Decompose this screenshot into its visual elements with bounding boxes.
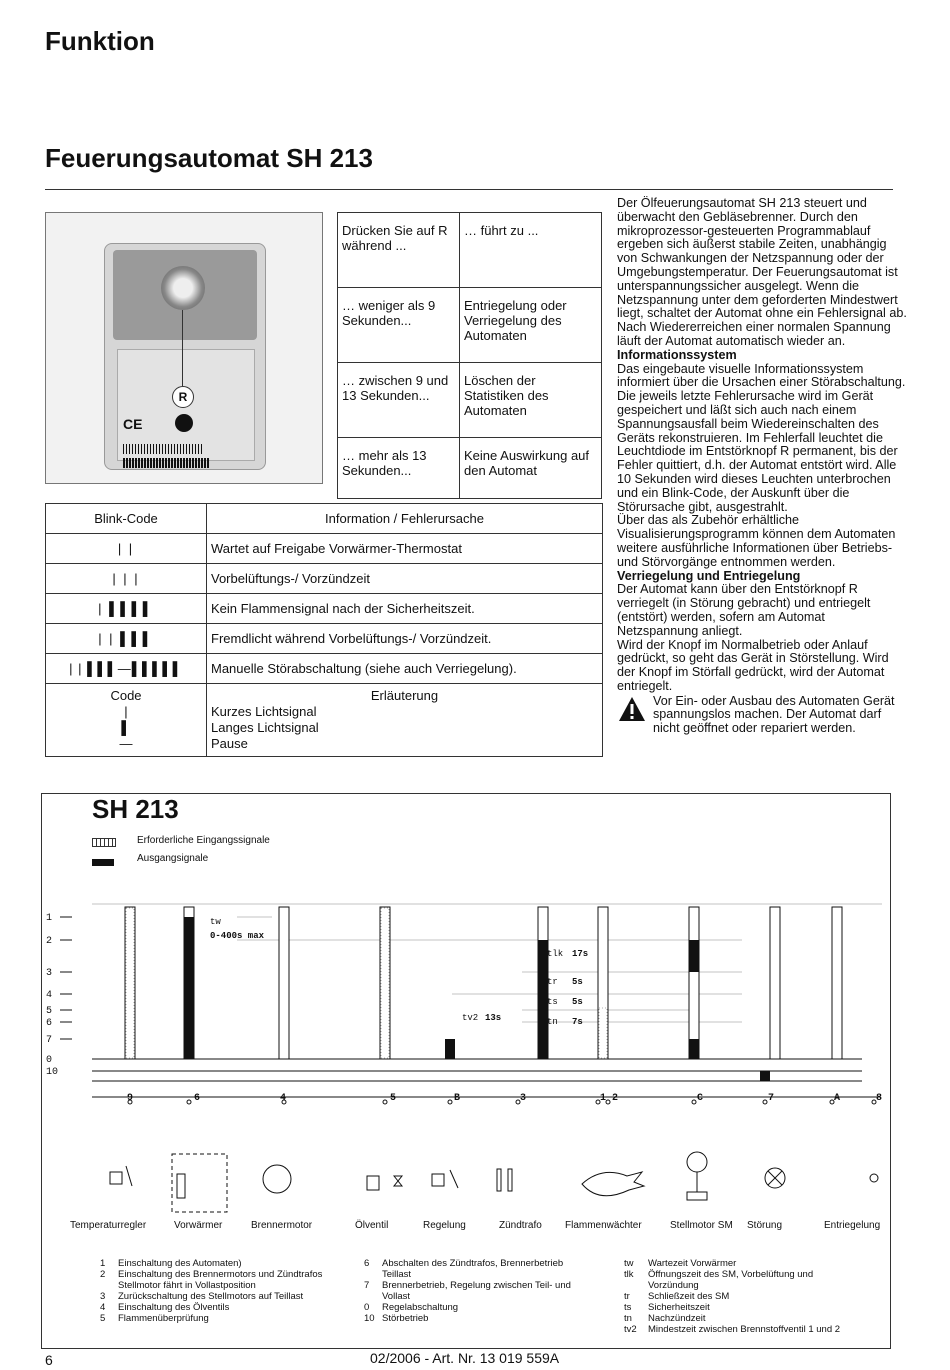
ce-mark: CE [123, 416, 143, 432]
blink-code-table [45, 503, 603, 757]
note-item: tn Nachzündzeit [624, 1313, 706, 1324]
device-body [104, 243, 266, 470]
row-label: 4 [46, 990, 53, 1001]
barcode [123, 444, 203, 454]
time-label: tr [547, 977, 558, 987]
legend-item: Kurzes Lichtsignal [211, 704, 317, 719]
table-header [46, 504, 603, 534]
blink-info: Manuelle Störabschaltung (siehe auch Verriegelung). [207, 654, 603, 684]
notes-mid [364, 1258, 594, 1324]
blink-info: Fremdlicht während Vorbelüftungs-/ Vorzündzeit. [207, 624, 603, 654]
notes-left [100, 1258, 350, 1324]
note-item: tw Wartezeit Vorwärmer [624, 1258, 737, 1269]
note-item: 5 Flammenüberprüfung [100, 1313, 209, 1324]
reset-table [337, 212, 602, 499]
blink-code: | | | [46, 564, 207, 594]
legend-code-title: Code [110, 688, 142, 703]
time-label: 5s [572, 997, 583, 1007]
legend-label: Erforderliche Eingangssignale [137, 835, 270, 846]
component-label: Flammenwächter [565, 1220, 642, 1231]
time-label: tw [210, 917, 221, 927]
component-label: Zündtrafo [499, 1220, 542, 1231]
component-label: Entriegelung [824, 1220, 881, 1231]
table-cell: … weniger als 9 Sekunden... [338, 288, 460, 363]
blink-code: | | ▌▌▌—▌▌▌▌▌ [46, 654, 207, 684]
note-item: tlk Öffnungszeit des SM, Vorbelüftung und Vorzündung [624, 1269, 814, 1291]
table-cell: … zwischen 9 und 13 Sekunden... [338, 363, 460, 438]
terminal-label: 5 [390, 1093, 397, 1104]
note-item: 3 Zurückschaltung des Stellmotors auf Teillast [100, 1291, 304, 1302]
section-title: Funktion [45, 26, 155, 56]
subheading: Verriegelung und Entriegelung [617, 568, 801, 583]
diagram-title: SH 213 [92, 794, 179, 824]
table-cell: Keine Auswirkung auf den Automat [460, 438, 602, 499]
legend-title: Erläuterung [370, 688, 439, 703]
table-row [338, 213, 602, 288]
component-label: Temperaturregler [70, 1220, 147, 1231]
legend-item: Langes Lichtsignal [211, 720, 319, 735]
table-row [338, 288, 602, 363]
terminal-label: B [454, 1093, 461, 1104]
terminal-label: 3 [520, 1093, 527, 1104]
terminal-label: 4 [280, 1093, 287, 1104]
time-label: ts [547, 997, 558, 1007]
note-item: 10 Störbetrieb [364, 1313, 429, 1324]
table-cell: … mehr als 13 Sekunden... [338, 438, 460, 499]
table-cell: Drücken Sie auf R während ... [338, 213, 460, 288]
table-row [338, 438, 602, 499]
paragraph: Über das als Zubehör erhältliche Visualisierungsprogramm können dem Automaten weitere ausführliche Informationen über Betriebs- und Störvorgänge entnommen werden. [617, 513, 896, 569]
table-cell: Entriegelung oder Verriegelung des Automaten [460, 288, 602, 363]
note-item: 7 Brennerbetrieb, Regelung zwischen Teil- und Vollast [364, 1280, 571, 1302]
note-item: 4 Einschaltung des Ölventils [100, 1302, 230, 1313]
table-cell: … führt zu ... [460, 213, 602, 288]
table-row [338, 363, 602, 438]
component-label: Vorwärmer [174, 1220, 223, 1231]
note-item: ts Sicherheitszeit [624, 1302, 710, 1313]
component-label: Ölventil [355, 1220, 389, 1231]
note-item: 6 Abschalten des Zündtrafos, Brennerbetrieb Teillast [364, 1258, 564, 1280]
blink-code: | | [46, 534, 207, 564]
terminal-label: 2 [612, 1093, 619, 1104]
legend-explanation-cell [207, 684, 603, 757]
timing-diagram [41, 793, 891, 1349]
blink-code: | ▌▌▌▌ [46, 594, 207, 624]
time-label: tn [547, 1017, 558, 1027]
subheading: Informationssystem [617, 347, 737, 362]
row-label: 3 [46, 968, 53, 979]
row-label: 7 [46, 1035, 53, 1046]
table-row [46, 654, 603, 684]
legend-label: Ausgangsignale [137, 853, 209, 864]
terminal-label: C [697, 1093, 704, 1104]
terminal-label: 1 [600, 1093, 607, 1104]
notes-right [624, 1258, 864, 1335]
time-label: 0-400s max [210, 931, 265, 941]
table-row [46, 624, 603, 654]
component-label: Brennermotor [251, 1220, 313, 1231]
led-dot [175, 414, 193, 432]
note-item: tr Schließzeit des SM [624, 1291, 730, 1302]
paragraph: Der Automat kann über den Entstörknopf R verriegelt (in Störung gebracht) und entriegelt (entstört) werden, sofern am Automat Netzspannung anliegt. [617, 582, 871, 638]
paragraph: Das eingebaute visuelle Informationssystem informiert über die Ursachen einer Störabschaltung. Die jeweils letzte Fehlerursache wird im Gerät gespeichert und läßt sich auch nach einem Spannungsausfall beim Wiedereinschalten des Geräts rekonstruieren. Im Fehlerfall leuchtet die Leuchtdiode im Entstörknopf R permanent, bis der Fehler quittiert, d.h. der Automat entstört wird. Alle 10 Sekunden wird dieses Leuchten unterbrochen und ein Blink-Code, der Auskunft über die Störursache gibt, ausgestrahlt. [617, 361, 906, 514]
time-label: 13s [485, 1013, 502, 1023]
note-item: tv2 Mindestzeit zwischen Brennstoffventil 1 und 2 [624, 1324, 841, 1335]
page-title: Feuerungsautomat SH 213 [45, 143, 373, 173]
page-number: 6 [45, 1352, 53, 1368]
description-text [617, 197, 907, 736]
blink-info: Wartet auf Freigabe Vorwärmer-Thermostat [207, 534, 603, 564]
row-label: 5 [46, 1006, 53, 1017]
note-item: 2 Einschaltung des Brennermotors und Zündtrafos Stellmotor fährt in Vollastposition [100, 1269, 323, 1291]
paragraph: Wird der Knopf im Normalbetrieb oder Anlauf gedrückt, so geht das Gerät in Störstellung. Wird der Knopf im Störfall gedrückt, wird der Automat entriegelt. [617, 637, 889, 693]
device-photo [45, 212, 323, 484]
note-item: 1 Einschaltung des Automaten) [100, 1258, 242, 1269]
table-row [46, 564, 603, 594]
time-label: 5s [572, 977, 583, 987]
row-label: 2 [46, 936, 53, 947]
column-header: Information / Fehlerursache [207, 504, 603, 534]
blink-info: Kein Flammensignal nach der Sicherheitszeit. [207, 594, 603, 624]
terminal-label: A [834, 1093, 841, 1104]
time-label: tlk [547, 949, 564, 959]
blink-code: | | ▌▌▌ [46, 624, 207, 654]
barcode [123, 458, 209, 468]
time-label: 17s [572, 949, 589, 959]
legend-code-cell: Code | ▌ — [46, 684, 207, 757]
blink-info: Vorbelüftungs-/ Vorzündzeit [207, 564, 603, 594]
component-label: Störung [747, 1220, 783, 1231]
row-label: 1 [46, 913, 53, 924]
note-item: 0 Regelabschaltung [364, 1302, 459, 1313]
table-row [46, 534, 603, 564]
warning-icon [617, 695, 647, 723]
table-cell: Löschen der Statistiken des Automaten [460, 363, 602, 438]
legend-item: Pause [211, 736, 248, 751]
warning-block [617, 695, 907, 736]
terminal-label: 9 [127, 1093, 134, 1104]
time-label: tv2 [462, 1013, 479, 1023]
table-row [46, 594, 603, 624]
row-label: 0 [46, 1055, 53, 1066]
component-label: Regelung [423, 1220, 466, 1231]
row-label: 10 [46, 1067, 59, 1078]
row-label: 6 [46, 1018, 53, 1029]
article-number: 02/2006 - Art. Nr. 13 019 559A [370, 1350, 560, 1366]
paragraph: Der Ölfeuerungsautomat SH 213 steuert und überwacht den Gebläsebrenner. Durch den mikroprozessor-gesteuerten Programmablauf ergeben sich äußerst stabile Zeiten, unabhängig von Schwankungen der Netzspannung oder der Umgebungstemperatur. Der Feuerungsautomat ist unterspannungssicher ausgelegt. Wenn die Netzspannung unter dem geforderten Mindestwert liegt, schaltet der Automat ohne ein Fehlersignal ab. Nach Wiedererreichen einer normalen Spannung läuft der Automat automatisch wieder an. [617, 196, 907, 348]
table-row [46, 684, 603, 757]
component-label: Stellmotor SM [670, 1220, 733, 1231]
title-rule [45, 189, 893, 190]
warning-text: Vor Ein- oder Ausbau des Automaten Gerät spannungslos machen. Der Automat darf nicht geöffnet oder repariert werden. [653, 693, 895, 736]
reset-knob [161, 266, 205, 310]
time-label: 7s [572, 1017, 583, 1027]
terminal-label: 7 [768, 1093, 775, 1104]
knob-label: R [172, 386, 194, 408]
terminal-label: 8 [876, 1093, 883, 1104]
column-header: Blink-Code [46, 504, 207, 534]
terminal-label: 6 [194, 1093, 201, 1104]
